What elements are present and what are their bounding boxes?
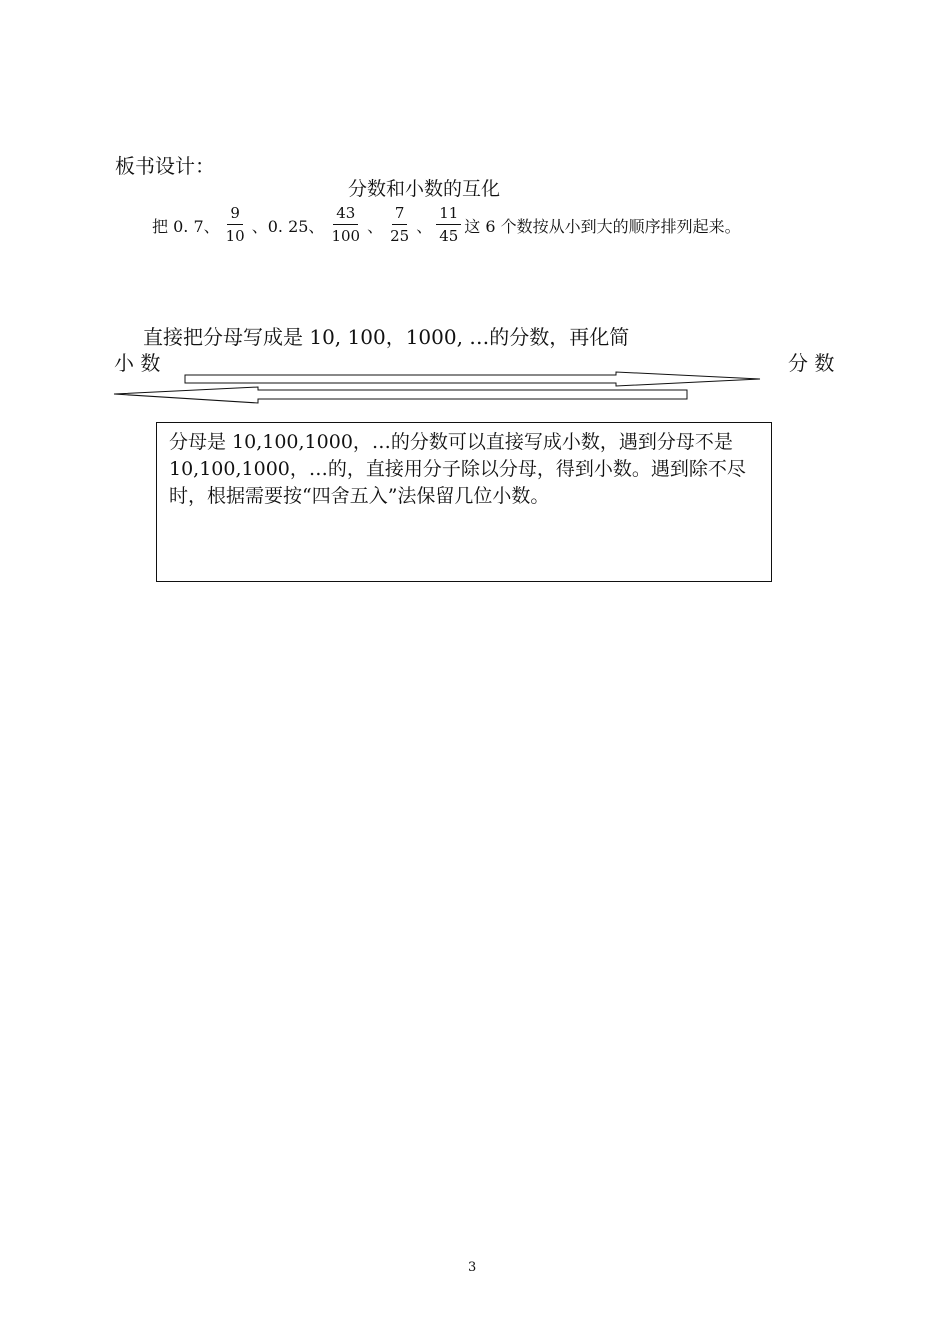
separator: 、 — [416, 216, 433, 236]
numerator: 7 — [392, 206, 408, 225]
numerator: 43 — [333, 206, 358, 225]
numerator: 9 — [227, 206, 243, 225]
denominator: 45 — [439, 227, 459, 245]
decimal-conversion-rule: 分母是 10,100,1000，…的分数可以直接写成小数，遇到分母不是 10,100,1000，…的，直接用分子除以分母，得到小数。遇到除不尽时，根据需要按“四舍五入”法保留几位小数。 — [156, 422, 772, 582]
separator: 、0. 25、 — [251, 216, 325, 236]
exercise-suffix: 这 6 个数按从小到大的顺序排列起来。 — [464, 216, 741, 236]
decimal-label: 小 数 — [114, 351, 161, 375]
page-number: 3 — [468, 1260, 477, 1275]
denominator: 100 — [331, 227, 361, 245]
conversion-arrows — [0, 0, 950, 420]
lesson-title: 分数和小数的互化 — [348, 178, 501, 200]
denominator: 25 — [390, 227, 410, 245]
left-arrow — [114, 387, 687, 403]
fraction-label: 分 数 — [788, 351, 835, 375]
separator: 、 — [367, 216, 384, 236]
board-design-heading: 板书设计： — [115, 154, 215, 178]
fraction-to-decimal-method: 直接把分母写成是 10, 100，1000, …的分数，再化简 — [143, 325, 630, 349]
right-arrow — [185, 372, 760, 386]
numerator: 11 — [436, 206, 461, 225]
exercise-prefix: 把 0. 7、 — [152, 216, 220, 236]
denominator: 10 — [225, 227, 245, 245]
